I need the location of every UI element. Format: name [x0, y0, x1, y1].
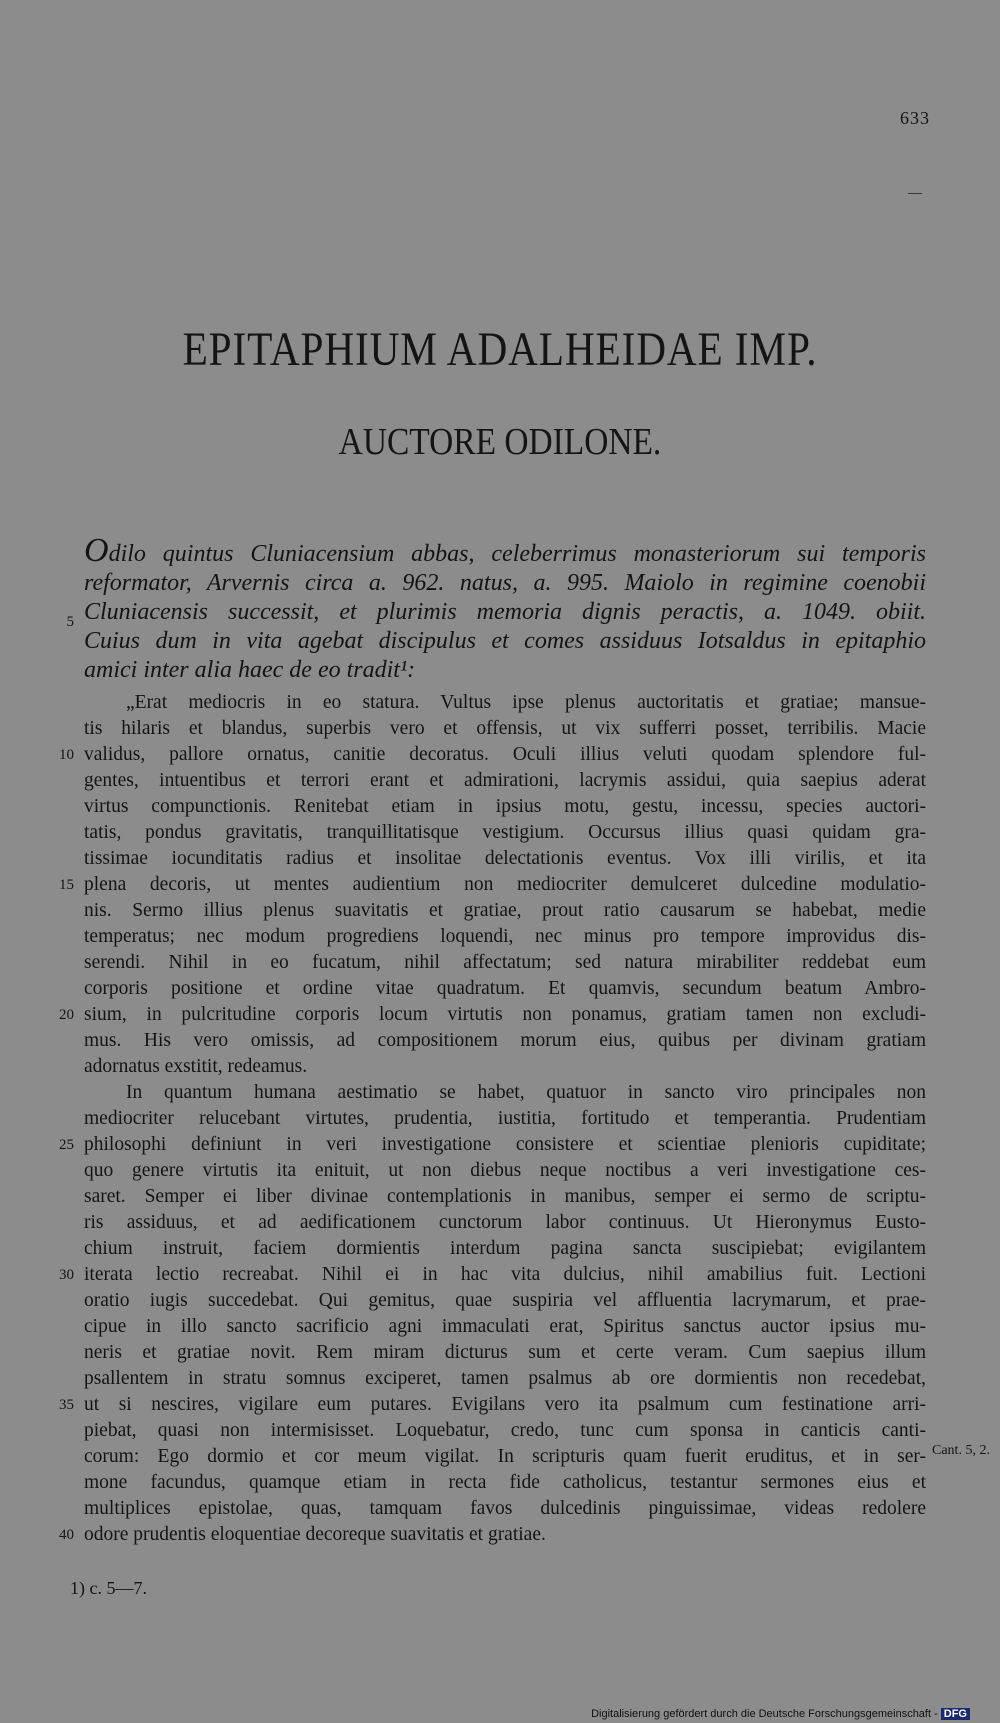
- text-line: oratio iugis succedebat. Qui gemitus, quae suspiria vel affluentia lacrymarum, et prae-: [84, 1290, 926, 1311]
- text-line: temperatus; nec modum progrediens loquendi, nec minus pro tempore improvidus dis-: [84, 926, 926, 947]
- text-line: mus. His vero omissis, ad compositionem morum eius, quibus per divinam gratiam: [84, 1030, 926, 1051]
- text-line: odore prudentis eloquentiae decoreque suavitatis et gratiae.: [84, 1524, 546, 1545]
- text-line: psallentem in stratu somnus exciperet, tamen psalmus ab ore dormientis non recedebat,: [84, 1368, 926, 1389]
- text-line: mone facundus, quamque etiam in recta fide catholicus, testantur sermones eius et: [84, 1472, 926, 1493]
- intro-line: reformator, Arvernis circa a. 962. natus, a. 995. Maiolo in regimine coenobii: [84, 570, 926, 596]
- intro-line: Cluniacensis successit, et plurimis memoria dignis peractis, a. 1049. obiit.: [84, 599, 926, 625]
- text-line: quo genere virtutis ita enituit, ut non diebus neque noctibus a veri investigatione ces-: [84, 1160, 926, 1181]
- text-line: „Erat mediocris in eo statura. Vultus ipse plenus auctoritatis et gratiae; mansue-: [126, 692, 926, 713]
- text-line: corum: Ego dormio et cor meum vigilat. In scripturis quam fuerit eruditus, et in ser-: [84, 1446, 926, 1467]
- page-number: 633: [900, 108, 930, 128]
- text-line: adornatus exstitit, redeamus.: [84, 1056, 308, 1077]
- line-number: 30: [59, 1267, 74, 1283]
- line-number: 35: [59, 1397, 74, 1413]
- text-line: chium instruit, faciem dormientis interdum pagina sancta suscipiebat; evigilantem: [84, 1238, 926, 1259]
- text-line: saret. Semper ei liber divinae contemplationis in manibus, semper ei sermo de scriptu-: [84, 1186, 926, 1207]
- text-line: corporis positione et ordine vitae quadratum. Et quamvis, secundum beatum Ambro-: [84, 978, 926, 999]
- intro-line: Cuius dum in vita agebat discipulus et comes assiduus Iotsaldus in epitaphio: [84, 628, 926, 654]
- funding-footer: [591, 1708, 970, 1720]
- text-line: gentes, intuentibus et terrori erant et admirationi, lacrymis assidui, quia saepius aderat: [84, 770, 926, 791]
- line-number: 20: [59, 1007, 74, 1023]
- line-number: 25: [59, 1137, 74, 1153]
- page-subtitle: AUCTORE ODILONE.: [338, 421, 662, 463]
- text-line: iterata lectio recreabat. Nihil ei in hac vita dulcius, nihil amabilius fuit. Lectioni: [84, 1264, 926, 1285]
- intro-line: amici inter alia haec de eo tradit¹:: [84, 657, 416, 683]
- text-line: neris et gratiae novit. Rem miram dicturus sum et certe veram. Cum saepius illum: [84, 1342, 926, 1363]
- text-line: In quantum humana aestimatio se habet, quatuor in sancto viro principales non: [126, 1082, 926, 1103]
- text-line: mediocriter relucebant virtutes, prudentia, iustitia, fortitudo et temperantia. Prudentiam: [84, 1108, 926, 1129]
- text-line: sium, in pulcritudine corporis locum virtutis non ponamus, gratiam tamen non excludi-: [84, 1004, 926, 1025]
- text-line: philosophi definiunt in veri investigatione consistere et scientiae plenioris cupiditate;: [84, 1134, 926, 1155]
- text-line: tissimae iocunditatis radius et insolitae delectationis eventus. Vox illi virilis, et ita: [84, 848, 926, 869]
- line-number: 5: [66, 614, 74, 630]
- margin-mark: [908, 193, 922, 194]
- dfg-logo: DFG: [941, 1708, 970, 1720]
- text-line: piebat, quasi non intermisisset. Loquebatur, credo, tunc cum sponsa in canticis canti-: [84, 1420, 926, 1441]
- margin-reference: Cant. 5, 2.: [932, 1443, 990, 1458]
- text-line: tatis, pondus gravitatis, tranquillitatisque vestigium. Occursus illius quasi quidam gra-: [84, 822, 926, 843]
- intro-paragraph: [84, 536, 926, 685]
- line-number: 10: [59, 747, 74, 763]
- text-line: serendi. Nihil in eo fucatum, nihil affectatum; sed natura mirabiliter reddebat eum: [84, 952, 926, 973]
- text-line: ut si nescires, vigilare eum putares. Evigilans vero ita psalmum cum festinatione arri-: [84, 1394, 926, 1415]
- text-line: multiplices epistolae, quas, tamquam favos dulcedinis pinguissimae, videas redolere: [84, 1498, 926, 1519]
- text-line: ris assiduus, et ad aedificationem cunctorum labor continuus. Ut Hieronymus Eusto-: [84, 1212, 926, 1233]
- text-line: virtus compunctionis. Renitebat etiam in ipsius motu, gestu, incessu, species auctori-: [84, 796, 926, 817]
- line-number: 15: [59, 877, 74, 893]
- text-line: validus, pallore ornatus, canitie decoratus. Oculi illius veluti quodam splendore ful-: [84, 744, 926, 765]
- line-number: 40: [59, 1527, 74, 1543]
- text-line: tis hilaris et blandus, superbis vero et offensis, ut vix sufferri posset, terribilis. Macie: [84, 718, 926, 739]
- footer-text: Digitalisierung gefördert durch die Deutsche Forschungsgemeinschaft -: [591, 1708, 938, 1720]
- page-title: EPITAPHIUM ADALHEIDAE IMP.: [182, 323, 818, 376]
- intro-line: dilo quintus Cluniacensium abbas, celeberrimus monasteriorum sui temporis: [108, 541, 926, 567]
- text-line: plena decoris, ut mentes audientium non mediocriter demulceret dulcedine modulatio-: [84, 874, 926, 895]
- text-line: cipue in illo sancto sacrificio agni immaculati erat, Spiritus sanctus auctor ipsius mu-: [84, 1316, 926, 1337]
- footnote: 1) c. 5—7.: [70, 1578, 147, 1598]
- main-text: [84, 690, 926, 1548]
- text-line: nis. Sermo illius plenus suavitatis et gratiae, prout ratio causarum se habebat, medie: [84, 900, 926, 921]
- drop-initial: O: [84, 536, 109, 569]
